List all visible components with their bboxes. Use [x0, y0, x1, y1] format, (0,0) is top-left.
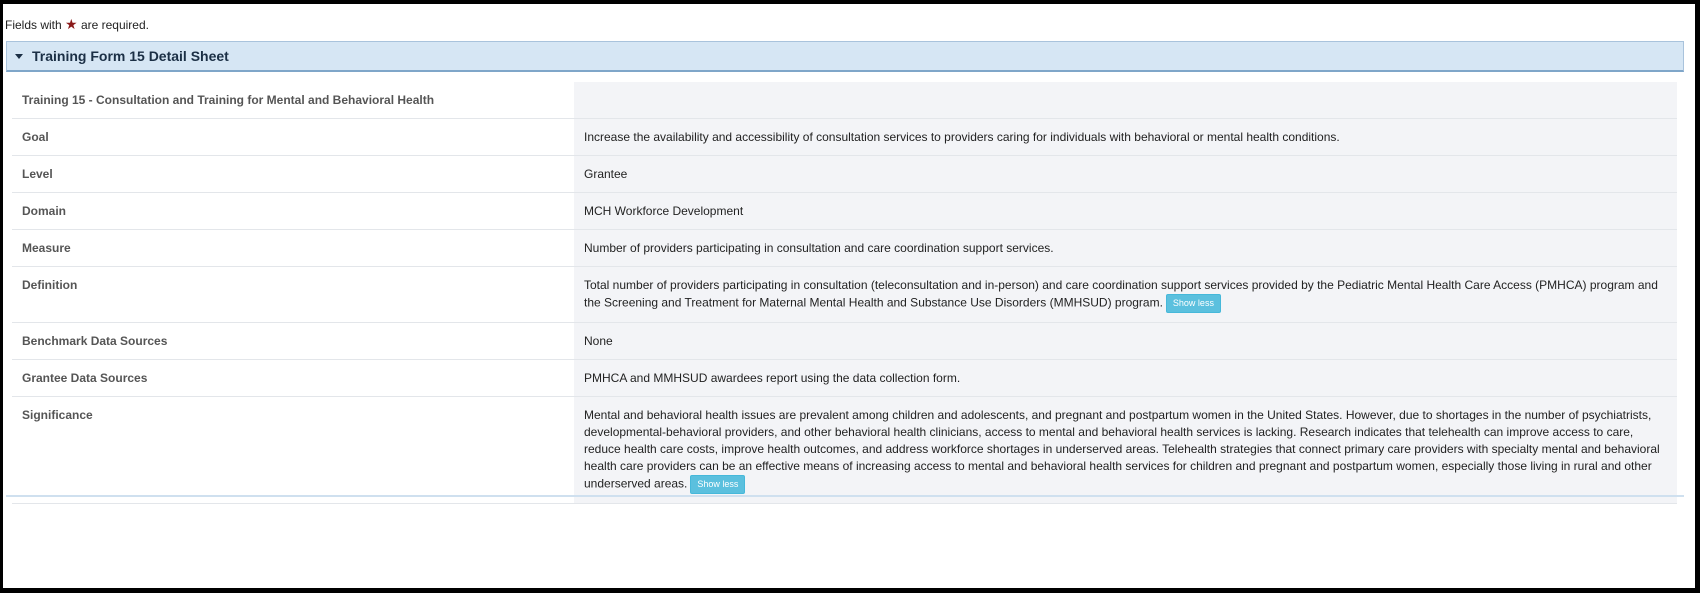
- row-value: Grantee: [574, 156, 1677, 193]
- table-row: [12, 360, 1677, 397]
- section-bottom-divider: [6, 495, 1684, 497]
- table-row: [12, 156, 1677, 193]
- row-value: Increase the availability and accessibility of consultation services to providers caring for individuals with behavioral or mental health conditions.: [574, 119, 1677, 156]
- table-row: [12, 397, 1677, 504]
- row-value-cell: [574, 397, 1677, 504]
- page-frame: [3, 4, 1695, 588]
- row-value: Number of providers participating in consultation and care coordination support services.: [574, 230, 1677, 267]
- row-label: Benchmark Data Sources: [12, 323, 574, 360]
- detail-sheet-table: [12, 82, 1677, 504]
- table-row: [12, 82, 1677, 119]
- section-header-toggle[interactable]: [6, 41, 1684, 72]
- table-row: [12, 193, 1677, 230]
- required-note-suffix: are required.: [80, 18, 149, 32]
- table-row: [12, 323, 1677, 360]
- table-row: [12, 119, 1677, 156]
- row-label: Level: [12, 156, 574, 193]
- significance-text: Mental and behavioral health issues are prevalent among children and adolescents, and pregnant and postpartum women in the United States. However, due to shortages in the number of psychiatrists, developmental-behavioral providers, and other behavioral health clinicians, access to mental and behavioral health services is lacking. Research indicates that telehealth can improve access to care, reduce health care costs, improve health outcomes, and address workforce shortages in underserved areas. Telehealth strategies that connect primary care providers with specialty mental and behavioral health care providers can be an effective means of increasing access to mental and behavioral health services for children and pregnant and postpartum women, especially those living in rural and other underserved areas.: [584, 408, 1660, 491]
- row-value-cell: [574, 267, 1677, 323]
- row-label: Domain: [12, 193, 574, 230]
- row-label: Training 15 - Consultation and Training for Mental and Behavioral Health: [12, 82, 574, 119]
- definition-text: Total number of providers participating in consultation (teleconsultation and in-person) and care coordination support services provided by the Pediatric Mental Health Care Access (PMHCA) program and the Screening and Treatment for Maternal Mental Health and Substance Use Disorders (MMHSUD) program.: [584, 278, 1658, 310]
- row-label: Definition: [12, 267, 574, 323]
- required-star-icon: ★: [65, 16, 78, 32]
- table-row: [12, 267, 1677, 323]
- section-title: Training Form 15 Detail Sheet: [32, 48, 229, 64]
- row-label: Significance: [12, 397, 574, 504]
- row-value: None: [574, 323, 1677, 360]
- caret-down-icon: [15, 54, 23, 59]
- row-value: [574, 82, 1677, 119]
- definition-show-less-button[interactable]: Show less: [1166, 294, 1221, 313]
- significance-show-less-button[interactable]: Show less: [690, 475, 745, 494]
- row-label: Goal: [12, 119, 574, 156]
- table-row: [12, 230, 1677, 267]
- required-note-prefix: Fields with: [5, 18, 62, 32]
- row-label: Grantee Data Sources: [12, 360, 574, 397]
- row-label: Measure: [12, 230, 574, 267]
- required-fields-note: [5, 16, 149, 33]
- row-value: PMHCA and MMHSUD awardees report using the data collection form.: [574, 360, 1677, 397]
- row-value: MCH Workforce Development: [574, 193, 1677, 230]
